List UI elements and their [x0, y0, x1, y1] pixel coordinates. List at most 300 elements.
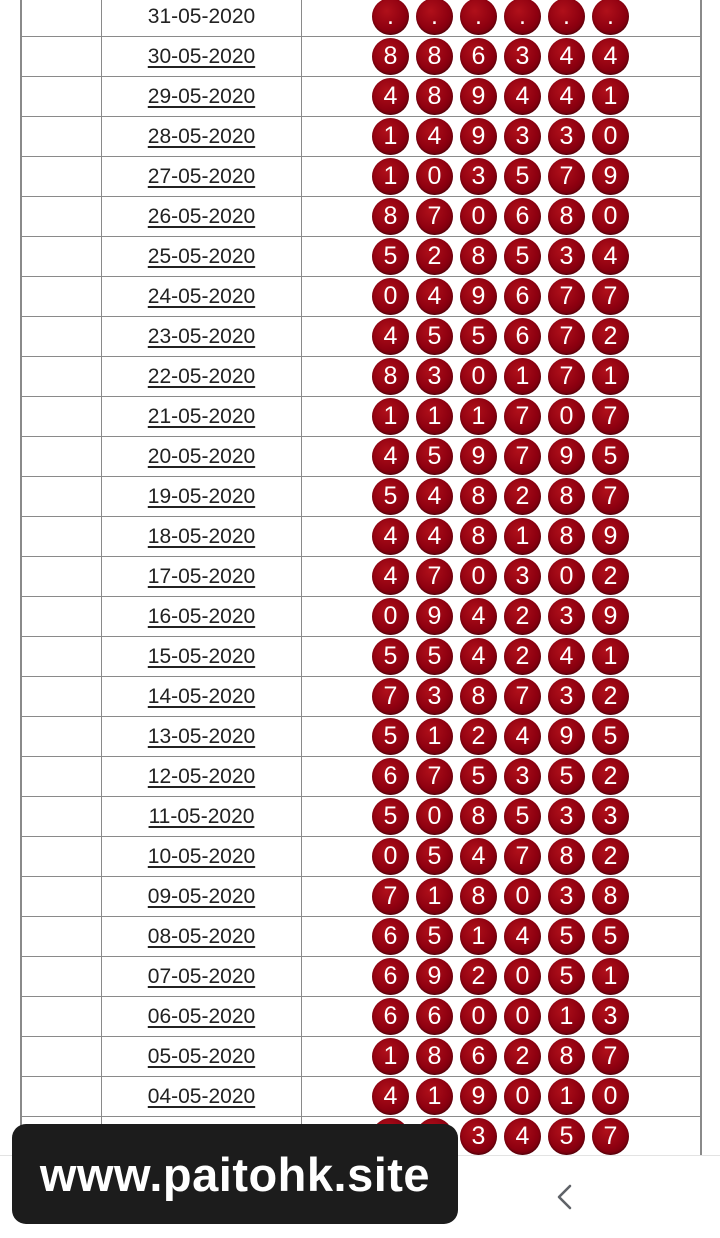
- date-link[interactable]: 22-05-2020: [147, 364, 256, 388]
- date-cell: [102, 1037, 302, 1076]
- result-ball: 1: [592, 638, 629, 675]
- result-ball: 8: [460, 798, 497, 835]
- result-ball: 1: [416, 718, 453, 755]
- result-ball: 7: [504, 438, 541, 475]
- blank-cell: [22, 357, 102, 396]
- result-ball: 4: [416, 518, 453, 555]
- result-ball: 0: [416, 798, 453, 835]
- result-ball: .: [504, 0, 541, 35]
- result-ball: 5: [548, 758, 585, 795]
- result-ball: 1: [460, 398, 497, 435]
- result-ball: 0: [460, 358, 497, 395]
- result-ball: 7: [416, 558, 453, 595]
- date-cell: [102, 317, 302, 356]
- result-ball: 8: [548, 1038, 585, 1075]
- result-ball: 7: [548, 158, 585, 195]
- result-ball: 1: [460, 918, 497, 955]
- result-ball: 3: [504, 118, 541, 155]
- result-ball: 4: [504, 78, 541, 115]
- result-balls: [302, 1037, 700, 1076]
- result-ball: 3: [460, 158, 497, 195]
- result-ball: 4: [372, 318, 409, 355]
- result-ball: 5: [372, 718, 409, 755]
- result-balls: [302, 557, 700, 596]
- result-ball: 8: [460, 238, 497, 275]
- blank-cell: [22, 0, 102, 36]
- date-link[interactable]: 10-05-2020: [147, 844, 256, 868]
- result-ball: 7: [504, 678, 541, 715]
- date-cell: [102, 637, 302, 676]
- result-ball: 5: [372, 798, 409, 835]
- result-ball: 1: [416, 878, 453, 915]
- date-cell: [102, 797, 302, 836]
- result-ball: 8: [548, 838, 585, 875]
- result-ball: 4: [548, 38, 585, 75]
- result-ball: 3: [548, 798, 585, 835]
- table-row: [22, 197, 700, 237]
- result-balls: [302, 397, 700, 436]
- result-ball: 1: [548, 1078, 585, 1115]
- result-ball: 2: [504, 1038, 541, 1075]
- result-ball: 7: [504, 398, 541, 435]
- date-cell: [102, 477, 302, 516]
- table-row: [22, 677, 700, 717]
- result-ball: 8: [592, 878, 629, 915]
- date-link[interactable]: 15-05-2020: [147, 644, 256, 668]
- result-ball: 8: [548, 518, 585, 555]
- date-cell: [102, 517, 302, 556]
- result-ball: 2: [504, 598, 541, 635]
- result-ball: 6: [372, 758, 409, 795]
- result-ball: 9: [592, 598, 629, 635]
- result-ball: 3: [504, 38, 541, 75]
- result-ball: 6: [460, 1038, 497, 1075]
- result-ball: 4: [460, 638, 497, 675]
- result-ball: 8: [416, 38, 453, 75]
- result-ball: .: [592, 0, 629, 35]
- date-link[interactable]: 19-05-2020: [147, 484, 256, 508]
- result-ball: 7: [592, 1038, 629, 1075]
- date-link[interactable]: 06-05-2020: [147, 1004, 256, 1028]
- result-ball: 3: [460, 1118, 497, 1155]
- result-ball: 0: [460, 558, 497, 595]
- date-cell: [102, 837, 302, 876]
- result-ball: 8: [460, 518, 497, 555]
- result-balls: [302, 1077, 700, 1116]
- result-ball: 4: [548, 78, 585, 115]
- date-cell: [102, 157, 302, 196]
- result-ball: 3: [504, 758, 541, 795]
- table-row: [22, 997, 700, 1037]
- result-ball: 9: [416, 598, 453, 635]
- result-ball: 6: [372, 998, 409, 1035]
- result-ball: 0: [592, 1078, 629, 1115]
- result-ball: 4: [504, 718, 541, 755]
- result-ball: 8: [460, 878, 497, 915]
- blank-cell: [22, 37, 102, 76]
- result-ball: 5: [548, 1118, 585, 1155]
- date-cell: [102, 0, 302, 36]
- result-ball: 5: [548, 958, 585, 995]
- blank-cell: [22, 837, 102, 876]
- result-ball: 1: [592, 78, 629, 115]
- result-ball: 0: [460, 998, 497, 1035]
- result-balls: [302, 437, 700, 476]
- result-ball: .: [416, 0, 453, 35]
- date-cell: [102, 677, 302, 716]
- result-ball: 0: [460, 198, 497, 235]
- table-row: [22, 1077, 700, 1117]
- date-link[interactable]: 12-05-2020: [147, 764, 256, 788]
- blank-cell: [22, 397, 102, 436]
- table-row: [22, 957, 700, 997]
- result-ball: 5: [592, 438, 629, 475]
- result-ball: 7: [592, 478, 629, 515]
- result-ball: 9: [592, 158, 629, 195]
- result-ball: 7: [592, 398, 629, 435]
- date-cell: [102, 237, 302, 276]
- result-ball: 2: [592, 558, 629, 595]
- result-ball: 3: [548, 598, 585, 635]
- table-row: [22, 477, 700, 517]
- date-link[interactable]: 25-05-2020: [147, 244, 256, 268]
- result-ball: 1: [548, 998, 585, 1035]
- result-ball: 1: [416, 398, 453, 435]
- result-balls: [302, 517, 700, 556]
- result-ball: 4: [372, 438, 409, 475]
- result-ball: 9: [460, 1078, 497, 1115]
- result-ball: 7: [372, 878, 409, 915]
- table-row: [22, 437, 700, 477]
- date-link[interactable]: 09-05-2020: [147, 884, 256, 908]
- result-ball: 9: [460, 118, 497, 155]
- result-ball: 9: [460, 78, 497, 115]
- blank-cell: [22, 757, 102, 796]
- date-cell: [102, 197, 302, 236]
- result-ball: 9: [416, 958, 453, 995]
- result-ball: 6: [460, 38, 497, 75]
- result-balls: [302, 757, 700, 796]
- result-ball: 4: [372, 518, 409, 555]
- date-link[interactable]: 14-05-2020: [147, 684, 256, 708]
- result-ball: 4: [416, 118, 453, 155]
- date-cell: [102, 917, 302, 956]
- result-ball: 5: [372, 478, 409, 515]
- blank-cell: [22, 637, 102, 676]
- result-balls: [302, 77, 700, 116]
- table-row: [22, 77, 700, 117]
- result-balls: [302, 0, 700, 36]
- date-link[interactable]: 29-05-2020: [147, 84, 256, 108]
- blank-cell: [22, 797, 102, 836]
- result-ball: 1: [592, 958, 629, 995]
- result-ball: 4: [460, 598, 497, 635]
- result-ball: 4: [504, 918, 541, 955]
- date-cell: [102, 557, 302, 596]
- result-ball: 0: [592, 198, 629, 235]
- result-ball: 5: [548, 918, 585, 955]
- blank-cell: [22, 717, 102, 756]
- result-ball: 0: [504, 878, 541, 915]
- result-balls: [302, 997, 700, 1036]
- result-ball: 2: [592, 838, 629, 875]
- result-ball: 7: [592, 278, 629, 315]
- result-ball: 2: [592, 318, 629, 355]
- result-ball: 2: [504, 478, 541, 515]
- result-ball: 3: [416, 358, 453, 395]
- date-link[interactable]: 30-05-2020: [147, 44, 256, 68]
- result-ball: 8: [460, 478, 497, 515]
- table-row: [22, 917, 700, 957]
- blank-cell: [22, 1037, 102, 1076]
- date-cell: [102, 957, 302, 996]
- result-ball: 5: [592, 718, 629, 755]
- table-row: [22, 37, 700, 77]
- result-ball: 4: [592, 238, 629, 275]
- result-ball: 0: [372, 598, 409, 635]
- result-ball: .: [372, 0, 409, 35]
- result-balls: [302, 837, 700, 876]
- date-cell: [102, 77, 302, 116]
- blank-cell: [22, 917, 102, 956]
- date-cell: [102, 997, 302, 1036]
- result-ball: 4: [372, 558, 409, 595]
- blank-cell: [22, 877, 102, 916]
- watermark-banner: [12, 1124, 458, 1224]
- result-balls: [302, 717, 700, 756]
- result-ball: 6: [372, 958, 409, 995]
- result-ball: 5: [460, 758, 497, 795]
- result-ball: 8: [548, 478, 585, 515]
- date-cell: [102, 277, 302, 316]
- result-ball: 1: [592, 358, 629, 395]
- result-balls: [302, 357, 700, 396]
- table-row: [22, 517, 700, 557]
- table-row: [22, 717, 700, 757]
- result-ball: 7: [416, 758, 453, 795]
- result-ball: 4: [504, 1118, 541, 1155]
- table-row: [22, 837, 700, 877]
- blank-cell: [22, 317, 102, 356]
- result-ball: 5: [416, 318, 453, 355]
- result-ball: 4: [460, 838, 497, 875]
- result-ball: 5: [504, 238, 541, 275]
- table-row: [22, 397, 700, 437]
- result-balls: [302, 917, 700, 956]
- result-balls: [302, 157, 700, 196]
- blank-cell: [22, 957, 102, 996]
- result-ball: 7: [548, 318, 585, 355]
- table-row: [22, 797, 700, 837]
- result-ball: 3: [504, 558, 541, 595]
- result-ball: 0: [592, 118, 629, 155]
- date-cell: [102, 877, 302, 916]
- result-ball: 6: [504, 318, 541, 355]
- table-row: [22, 277, 700, 317]
- result-balls: [302, 597, 700, 636]
- result-ball: 5: [416, 918, 453, 955]
- result-ball: 4: [372, 78, 409, 115]
- table-row: [22, 757, 700, 797]
- blank-cell: [22, 517, 102, 556]
- date-link[interactable]: 23-05-2020: [147, 324, 256, 348]
- result-ball: 0: [416, 158, 453, 195]
- table-row: [22, 157, 700, 197]
- result-ball: 8: [416, 78, 453, 115]
- result-ball: 2: [504, 638, 541, 675]
- date-cell: [102, 397, 302, 436]
- result-ball: 7: [372, 678, 409, 715]
- date-cell: [102, 357, 302, 396]
- date-link[interactable]: 04-05-2020: [147, 1084, 256, 1108]
- result-ball: 3: [548, 118, 585, 155]
- result-balls: [302, 637, 700, 676]
- result-ball: 9: [460, 278, 497, 315]
- date-link[interactable]: 11-05-2020: [148, 804, 255, 828]
- blank-cell: [22, 277, 102, 316]
- date-link[interactable]: 24-05-2020: [147, 284, 256, 308]
- date-cell: [102, 717, 302, 756]
- result-ball: 9: [548, 718, 585, 755]
- result-ball: 6: [504, 198, 541, 235]
- result-ball: 5: [416, 838, 453, 875]
- blank-cell: [22, 77, 102, 116]
- result-balls: [302, 117, 700, 156]
- date-cell: [102, 597, 302, 636]
- table-row: [22, 1037, 700, 1077]
- date-cell: [102, 437, 302, 476]
- date-link[interactable]: 13-05-2020: [147, 724, 256, 748]
- result-ball: 3: [416, 678, 453, 715]
- blank-cell: [22, 437, 102, 476]
- result-ball: 0: [548, 558, 585, 595]
- result-ball: 2: [592, 678, 629, 715]
- table-row: [22, 0, 700, 37]
- result-ball: 4: [592, 38, 629, 75]
- result-balls: [302, 477, 700, 516]
- date-text: 31-05-2020: [147, 4, 256, 28]
- result-ball: 3: [548, 678, 585, 715]
- date-link[interactable]: 26-05-2020: [147, 204, 256, 228]
- blank-cell: [22, 477, 102, 516]
- chevron-left-icon[interactable]: [552, 1184, 578, 1210]
- result-ball: 8: [416, 1038, 453, 1075]
- result-ball: 7: [592, 1118, 629, 1155]
- result-ball: 5: [504, 798, 541, 835]
- date-link[interactable]: 07-05-2020: [147, 964, 256, 988]
- result-ball: 1: [372, 1038, 409, 1075]
- date-link[interactable]: 27-05-2020: [147, 164, 256, 188]
- result-ball: .: [548, 0, 585, 35]
- result-balls: [302, 877, 700, 916]
- result-ball: 7: [548, 358, 585, 395]
- blank-cell: [22, 197, 102, 236]
- result-ball: 7: [416, 198, 453, 235]
- result-ball: 1: [372, 398, 409, 435]
- result-balls: [302, 957, 700, 996]
- date-cell: [102, 757, 302, 796]
- result-ball: 5: [372, 238, 409, 275]
- date-link[interactable]: 08-05-2020: [147, 924, 256, 948]
- result-balls: [302, 317, 700, 356]
- result-balls: [302, 277, 700, 316]
- blank-cell: [22, 157, 102, 196]
- result-ball: 1: [504, 518, 541, 555]
- table-row: [22, 317, 700, 357]
- result-ball: 7: [548, 278, 585, 315]
- result-ball: 3: [548, 878, 585, 915]
- date-link[interactable]: 28-05-2020: [147, 124, 256, 148]
- result-ball: 4: [416, 478, 453, 515]
- result-ball: 9: [548, 438, 585, 475]
- result-ball: 0: [504, 1078, 541, 1115]
- result-ball: 1: [416, 1078, 453, 1115]
- result-ball: 5: [416, 438, 453, 475]
- date-link[interactable]: 05-05-2020: [147, 1044, 256, 1068]
- result-ball: 0: [504, 998, 541, 1035]
- result-ball: 6: [416, 998, 453, 1035]
- result-ball: 3: [548, 238, 585, 275]
- result-ball: 1: [504, 358, 541, 395]
- blank-cell: [22, 117, 102, 156]
- date-cell: [102, 117, 302, 156]
- date-link[interactable]: 17-05-2020: [147, 564, 256, 588]
- result-balls: [302, 797, 700, 836]
- result-ball: 6: [372, 918, 409, 955]
- table-row: [22, 557, 700, 597]
- date-link[interactable]: 21-05-2020: [147, 404, 256, 428]
- date-cell: [102, 37, 302, 76]
- result-ball: 4: [372, 1078, 409, 1115]
- result-ball: 5: [460, 318, 497, 355]
- result-ball: 8: [372, 198, 409, 235]
- blank-cell: [22, 1077, 102, 1116]
- result-ball: 2: [592, 758, 629, 795]
- result-ball: 0: [504, 958, 541, 995]
- result-ball: 1: [372, 118, 409, 155]
- table-row: [22, 877, 700, 917]
- date-link[interactable]: 16-05-2020: [147, 604, 256, 628]
- result-ball: 8: [372, 358, 409, 395]
- blank-cell: [22, 597, 102, 636]
- result-ball: 2: [460, 718, 497, 755]
- date-link[interactable]: 18-05-2020: [147, 524, 256, 548]
- result-ball: 2: [416, 238, 453, 275]
- table-row: [22, 597, 700, 637]
- results-table: [20, 0, 702, 1157]
- table-row: [22, 117, 700, 157]
- result-ball: 6: [504, 278, 541, 315]
- result-balls: [302, 237, 700, 276]
- date-link[interactable]: 20-05-2020: [147, 444, 256, 468]
- result-ball: 5: [504, 158, 541, 195]
- result-balls: [302, 677, 700, 716]
- result-ball: 8: [372, 38, 409, 75]
- result-ball: 8: [460, 678, 497, 715]
- result-balls: [302, 37, 700, 76]
- result-ball: 4: [548, 638, 585, 675]
- date-cell: [102, 1077, 302, 1116]
- result-ball: 0: [372, 838, 409, 875]
- result-ball: 0: [372, 278, 409, 315]
- table-row: [22, 357, 700, 397]
- result-ball: 0: [548, 398, 585, 435]
- result-ball: 2: [460, 958, 497, 995]
- result-ball: 4: [416, 278, 453, 315]
- result-balls: [302, 197, 700, 236]
- result-ball: 8: [548, 198, 585, 235]
- result-ball: 3: [592, 998, 629, 1035]
